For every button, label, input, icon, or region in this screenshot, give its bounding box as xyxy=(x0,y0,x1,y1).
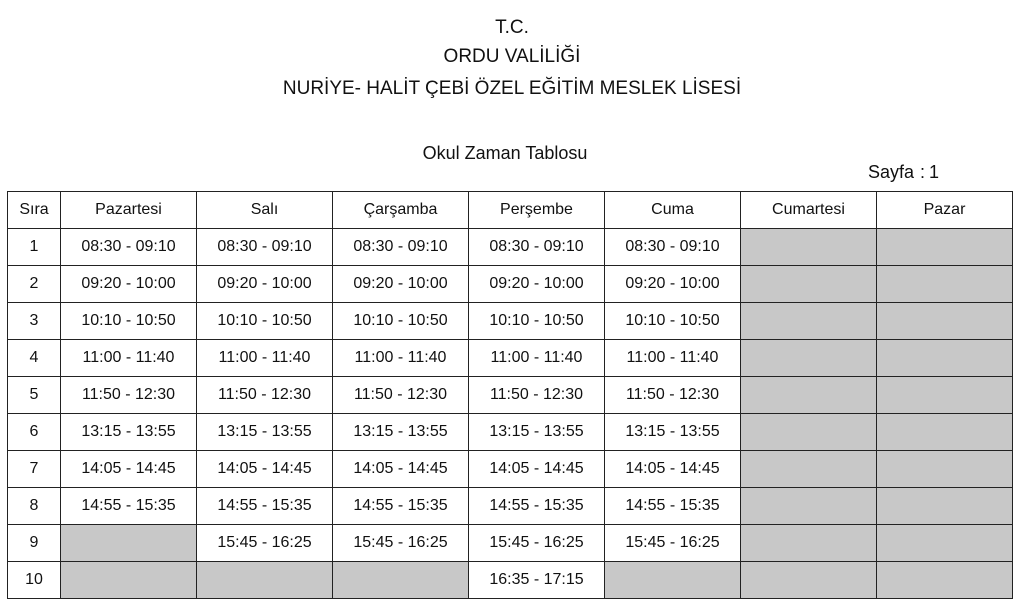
time-cell-pazar xyxy=(877,229,1013,266)
time-cell-cuma: 15:45 - 16:25 xyxy=(605,525,741,562)
time-cell-cuma: 10:10 - 10:50 xyxy=(605,303,741,340)
time-cell-persembe: 16:35 - 17:15 xyxy=(469,562,605,599)
time-cell-persembe: 14:55 - 15:35 xyxy=(469,488,605,525)
column-header-sali: Salı xyxy=(197,192,333,229)
table-row xyxy=(8,377,1013,414)
table-row xyxy=(8,414,1013,451)
schedule-table xyxy=(7,191,1013,599)
time-cell-pazar xyxy=(877,266,1013,303)
time-cell-sali xyxy=(197,562,333,599)
time-cell-persembe: 11:00 - 11:40 xyxy=(469,340,605,377)
table-row xyxy=(8,340,1013,377)
row-number-cell: 9 xyxy=(8,525,61,562)
page-indicator xyxy=(868,162,939,183)
time-cell-pazartesi xyxy=(61,562,197,599)
column-header-cuma: Cuma xyxy=(605,192,741,229)
table-body xyxy=(8,229,1013,599)
row-number-cell: 6 xyxy=(8,414,61,451)
time-cell-cuma: 14:55 - 15:35 xyxy=(605,488,741,525)
time-cell-pazartesi: 08:30 - 09:10 xyxy=(61,229,197,266)
time-cell-sali: 08:30 - 09:10 xyxy=(197,229,333,266)
time-cell-cumartesi xyxy=(741,377,877,414)
time-cell-persembe: 08:30 - 09:10 xyxy=(469,229,605,266)
time-cell-carsamba: 10:10 - 10:50 xyxy=(333,303,469,340)
time-cell-cumartesi xyxy=(741,525,877,562)
table-row xyxy=(8,451,1013,488)
time-cell-carsamba: 13:15 - 13:55 xyxy=(333,414,469,451)
page-number: 1 xyxy=(929,162,940,182)
time-cell-cuma: 08:30 - 09:10 xyxy=(605,229,741,266)
time-cell-cumartesi xyxy=(741,414,877,451)
time-cell-sali: 11:50 - 12:30 xyxy=(197,377,333,414)
header-school-name: NURİYE- HALİT ÇEBİ ÖZEL EĞİTİM MESLEK LİSESİ xyxy=(282,78,742,99)
row-number-cell: 8 xyxy=(8,488,61,525)
time-cell-persembe: 13:15 - 13:55 xyxy=(469,414,605,451)
time-cell-pazar xyxy=(877,525,1013,562)
column-header-persembe: Perşembe xyxy=(469,192,605,229)
time-cell-carsamba: 11:00 - 11:40 xyxy=(333,340,469,377)
row-number-cell: 5 xyxy=(8,377,61,414)
document-title: Okul Zaman Tablosu xyxy=(422,143,588,163)
time-cell-pazar xyxy=(877,340,1013,377)
time-cell-carsamba: 11:50 - 12:30 xyxy=(333,377,469,414)
time-cell-pazar xyxy=(877,377,1013,414)
row-number-cell: 7 xyxy=(8,451,61,488)
time-cell-pazar xyxy=(877,414,1013,451)
time-cell-cuma: 11:00 - 11:40 xyxy=(605,340,741,377)
table-row xyxy=(8,266,1013,303)
time-cell-carsamba: 15:45 - 16:25 xyxy=(333,525,469,562)
column-header-pazar: Pazar xyxy=(877,192,1013,229)
time-cell-cuma xyxy=(605,562,741,599)
time-cell-pazartesi: 11:50 - 12:30 xyxy=(61,377,197,414)
time-cell-persembe: 14:05 - 14:45 xyxy=(469,451,605,488)
time-cell-pazar xyxy=(877,488,1013,525)
row-number-cell: 4 xyxy=(8,340,61,377)
time-cell-carsamba: 08:30 - 09:10 xyxy=(333,229,469,266)
time-cell-persembe: 11:50 - 12:30 xyxy=(469,377,605,414)
time-cell-cumartesi xyxy=(741,229,877,266)
time-cell-pazartesi: 10:10 - 10:50 xyxy=(61,303,197,340)
time-cell-sali: 09:20 - 10:00 xyxy=(197,266,333,303)
time-cell-pazartesi: 14:55 - 15:35 xyxy=(61,488,197,525)
table-row xyxy=(8,525,1013,562)
time-cell-carsamba: 14:55 - 15:35 xyxy=(333,488,469,525)
time-cell-cumartesi xyxy=(741,562,877,599)
time-cell-carsamba xyxy=(333,562,469,599)
time-cell-pazartesi: 14:05 - 14:45 xyxy=(61,451,197,488)
page-label: Sayfa xyxy=(868,162,915,182)
time-cell-carsamba: 09:20 - 10:00 xyxy=(333,266,469,303)
row-number-cell: 10 xyxy=(8,562,61,599)
row-number-cell: 1 xyxy=(8,229,61,266)
time-cell-sali: 15:45 - 16:25 xyxy=(197,525,333,562)
time-cell-cumartesi xyxy=(741,340,877,377)
time-cell-sali: 13:15 - 13:55 xyxy=(197,414,333,451)
header-row xyxy=(8,192,1013,229)
table-row xyxy=(8,229,1013,266)
column-header-pazartesi: Pazartesi xyxy=(61,192,197,229)
time-cell-cuma: 09:20 - 10:00 xyxy=(605,266,741,303)
table-row xyxy=(8,488,1013,525)
header-governorship: ORDU VALİLİĞİ xyxy=(443,46,581,67)
table-header xyxy=(8,192,1013,229)
time-cell-sali: 14:05 - 14:45 xyxy=(197,451,333,488)
time-cell-sali: 10:10 - 10:50 xyxy=(197,303,333,340)
table-row xyxy=(8,303,1013,340)
time-cell-sali: 14:55 - 15:35 xyxy=(197,488,333,525)
page-colon: : xyxy=(920,162,926,182)
time-cell-cumartesi xyxy=(741,488,877,525)
time-cell-carsamba: 14:05 - 14:45 xyxy=(333,451,469,488)
column-header-sira: Sıra xyxy=(8,192,61,229)
row-number-cell: 2 xyxy=(8,266,61,303)
time-cell-pazartesi: 13:15 - 13:55 xyxy=(61,414,197,451)
time-cell-cumartesi xyxy=(741,303,877,340)
time-cell-cuma: 14:05 - 14:45 xyxy=(605,451,741,488)
time-cell-persembe: 15:45 - 16:25 xyxy=(469,525,605,562)
time-cell-cuma: 13:15 - 13:55 xyxy=(605,414,741,451)
time-cell-pazartesi: 09:20 - 10:00 xyxy=(61,266,197,303)
time-cell-cuma: 11:50 - 12:30 xyxy=(605,377,741,414)
time-cell-sali: 11:00 - 11:40 xyxy=(197,340,333,377)
column-header-carsamba: Çarşamba xyxy=(333,192,469,229)
row-number-cell: 3 xyxy=(8,303,61,340)
time-cell-cumartesi xyxy=(741,451,877,488)
time-cell-pazartesi xyxy=(61,525,197,562)
time-cell-pazar xyxy=(877,303,1013,340)
time-cell-pazartesi: 11:00 - 11:40 xyxy=(61,340,197,377)
time-cell-pazar xyxy=(877,451,1013,488)
time-cell-pazar xyxy=(877,562,1013,599)
time-cell-persembe: 09:20 - 10:00 xyxy=(469,266,605,303)
time-cell-cumartesi xyxy=(741,266,877,303)
table-row xyxy=(8,562,1013,599)
column-header-cumartesi: Cumartesi xyxy=(741,192,877,229)
time-cell-persembe: 10:10 - 10:50 xyxy=(469,303,605,340)
header-tc: T.C. xyxy=(495,17,529,38)
